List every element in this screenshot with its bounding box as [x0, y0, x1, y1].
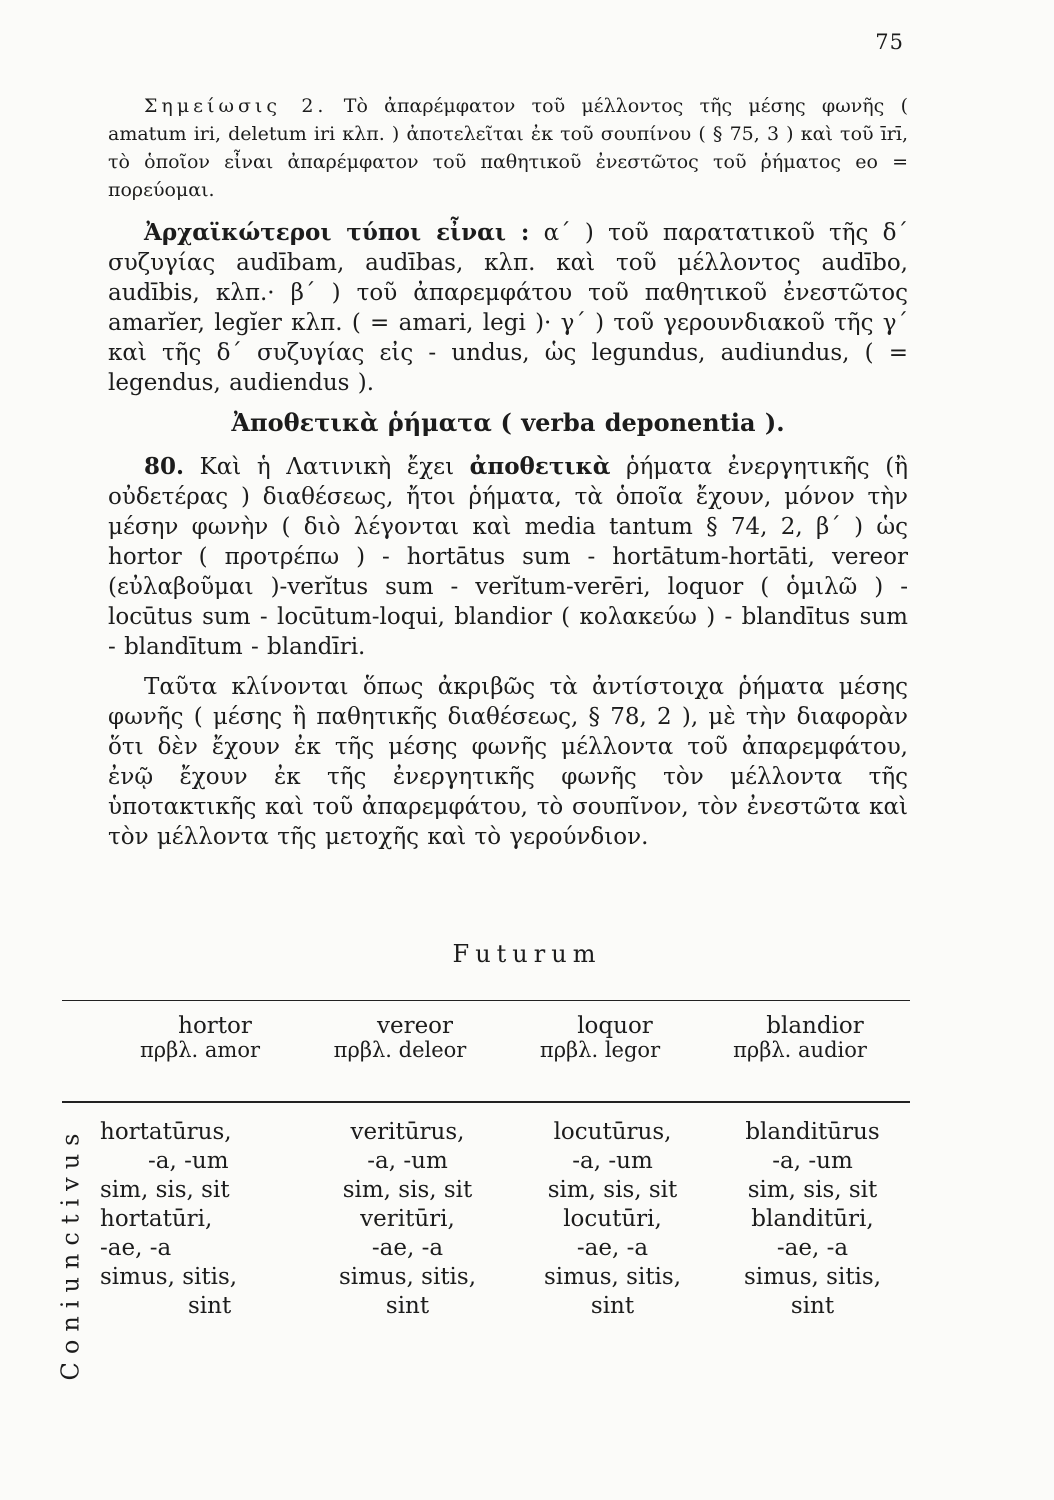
verb-header-blandior	[700, 1014, 900, 1062]
form-cell: hortatūri,	[100, 1206, 213, 1232]
forms-column-loquor	[510, 1118, 715, 1321]
form-cell: sim, sis, sit	[547, 1177, 678, 1203]
form-cell: -a, -um	[772, 1148, 853, 1174]
form-cell: sint	[590, 1293, 635, 1319]
form-cell: -ae, -a	[776, 1235, 849, 1261]
verb-compare: πρβλ. legor	[539, 1038, 661, 1062]
note-paragraph	[108, 92, 908, 204]
verb-lemma: hortor	[178, 1013, 252, 1039]
archaic-lead: Ἀρχαϊκώτεροι τύποι εἶναι :	[144, 219, 530, 246]
section-80-term: ἀποθετικὰ	[469, 453, 611, 480]
form-cell: simus, sitis,	[338, 1264, 477, 1290]
verb-header-row	[100, 1014, 900, 1062]
form-cell: veritūrus,	[350, 1119, 465, 1145]
form-cell: sim, sis, sit	[747, 1177, 878, 1203]
form-cell: -a, -um	[148, 1148, 229, 1174]
section-80-text: ῥήματα ἐνεργητικῆς (ἢ οὐδετέρας ) διαθέσεως, ἤτοι ῥήματα, τὰ ὁποῖα ἔχουν, μόνον τὴν μέσην φωνὴν ( διὸ λέγονται καὶ media tantum § 74, 2, β΄ ) ὡς hortor ( προτρέπω ) - hortātus sum - hortātum-hortāti, vereor (εὐλαβοῦμαι )-verĭtus sum - verĭtum-verēri, loquor ( ὁμιλῶ ) - locūtus sum - locūtum-loqui, blandior ( κολακεύω ) - blandītus sum - blandītum - blandīri.	[108, 454, 909, 660]
verb-lemma: blandior	[766, 1013, 864, 1039]
form-cell: blanditūrus	[745, 1119, 880, 1145]
section-80-intro: Καὶ ἡ Λατινικὴ ἔχει	[199, 454, 455, 480]
mood-label-text: Coniunctivus	[56, 1125, 85, 1381]
page-number: 75	[875, 30, 904, 54]
archaic-text: α΄ ) τοῦ παρατατικοῦ τῆς δ΄ συζυγίας audībam, audības, κλπ. καὶ τοῦ μέλλοντος audībo, audībis, κλπ.· β΄ ) τοῦ ἀπαρεμφάτου τοῦ παθητικοῦ ἐνεστῶτος amarĭer, legĭer κλπ. ( = amari, legi )· γ΄ ) τοῦ γερουνδιακοῦ τῆς γ΄ καὶ τῆς δ΄ συζυγίας εἰς - undus, ὡς legundus, audiundus, ( = legendus, audiendus ).	[108, 220, 909, 396]
form-cell: -ae, -a	[100, 1235, 172, 1261]
note-label: Σημείωσις 2.	[144, 95, 328, 117]
form-cell: sint	[790, 1293, 835, 1319]
forms-column-blandior	[715, 1118, 910, 1321]
verb-header-loquor	[500, 1014, 700, 1062]
form-cell: hortatūrus,	[100, 1119, 232, 1145]
forms-column-vereor	[305, 1118, 510, 1321]
mood-side-label	[54, 1118, 86, 1388]
archaic-paragraph	[108, 218, 908, 398]
form-cell: -a, -um	[572, 1148, 653, 1174]
verb-compare: πρβλ. amor	[139, 1038, 261, 1062]
section-number: 80.	[144, 453, 185, 480]
form-cell: veritūri,	[360, 1206, 455, 1232]
form-cell: simus, sitis,	[743, 1264, 882, 1290]
verb-header-hortor	[100, 1014, 300, 1062]
note-text: Τὸ ἀπαρέμφατον τοῦ μέλλοντος τῆς μέσης φωνῆς ( amatum iri, deletum iri κλπ. ) ἀποτελεῖται ἐκ τοῦ σουπίνου ( § 75, 3 ) καὶ τοῦ īrī, τὸ ὁποῖον εἶναι ἀπαρέμφατον τοῦ παθητικοῦ ἐνεστῶτος τοῦ ῥήματος eo = πορεύομαι.	[108, 95, 908, 201]
verb-compare: πρβλ. deleor	[333, 1038, 467, 1062]
section-heading	[108, 408, 908, 438]
verb-lemma: loquor	[577, 1013, 653, 1039]
form-cell: simus, sitis,	[543, 1264, 682, 1290]
section-80-paragraph	[108, 452, 908, 662]
verb-compare: πρβλ. audior	[733, 1038, 867, 1062]
form-cell: sim, sis, sit	[342, 1177, 473, 1203]
forms-column-hortor	[100, 1118, 305, 1321]
body-text	[108, 92, 908, 862]
form-cell: locutūri,	[563, 1206, 662, 1232]
table-title: Futurum	[452, 940, 602, 968]
verb-lemma: vereor	[376, 1013, 454, 1039]
form-cell: sint	[188, 1293, 232, 1319]
table-top-rule	[62, 1000, 910, 1001]
form-cell: sint	[385, 1293, 430, 1319]
form-cell: sim, sis, sit	[100, 1177, 230, 1203]
heading-greek: Ἀποθετικὰ ῥήματα	[231, 408, 492, 437]
verb-header-vereor	[300, 1014, 500, 1062]
form-cell: -ae, -a	[371, 1235, 444, 1261]
section-80-paragraph-2: Ταῦτα κλίνονται ὅπως ἀκριβῶς τὰ ἀντίστοιχα ῥήματα μέσης φωνῆς ( μέσης ἢ παθητικῆς διαθέσεως, § 78, 2 ), μὲ τὴν διαφορὰν ὅτι δὲν ἔχουν ἐκ τῆς μέσης φωνῆς μέλλοντα τοῦ ἀπαρεμφάτου, ἐνῷ ἔχουν ἐκ τῆς ἐνεργητικῆς φωνῆς τὸν μέλλοντα τῆς ὑποτακτικῆς καὶ τοῦ ἀπαρεμφάτου, τὸ σουπῖνον, τὸν ἐνεστῶτα καὶ τὸν μέλλοντα τῆς μετοχῆς καὶ τὸ γερούνδιον.	[108, 674, 908, 850]
form-cell: locutūrus,	[553, 1119, 672, 1145]
form-cell: -ae, -a	[576, 1235, 649, 1261]
form-cell: simus, sitis,	[100, 1264, 238, 1290]
form-cell: -a, -um	[367, 1148, 448, 1174]
form-cell: blanditūri,	[751, 1206, 874, 1232]
conjugation-forms	[100, 1118, 910, 1321]
heading-latin: ( verba deponentia ).	[500, 408, 785, 437]
table-header-rule	[62, 1101, 910, 1103]
